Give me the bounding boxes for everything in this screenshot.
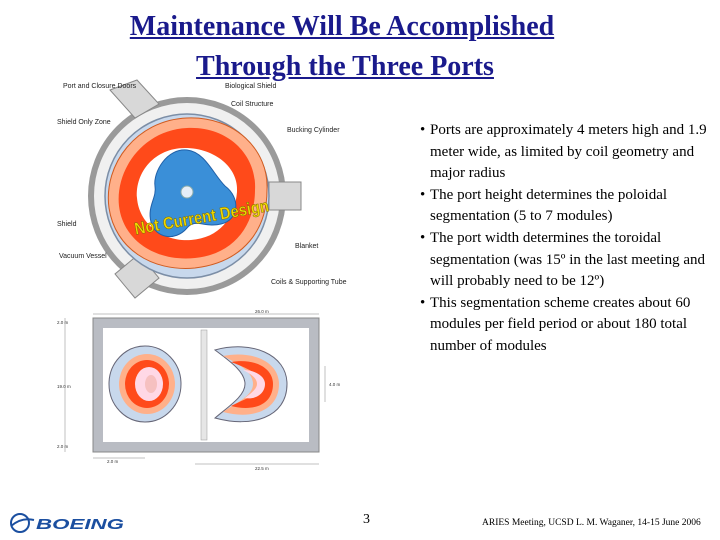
slide-title-line2: Through the Three Ports bbox=[196, 51, 494, 82]
dim-left-top: 2.0 m bbox=[57, 320, 69, 325]
bullet-glyph: • bbox=[420, 122, 426, 138]
boeing-logo bbox=[8, 510, 128, 536]
bullet-item bbox=[418, 293, 714, 358]
label-shield-only: Shield Only Zone bbox=[57, 119, 111, 126]
dim-right-mid: 4.0 m bbox=[329, 382, 341, 387]
boeing-symbol-icon bbox=[11, 514, 34, 532]
label-shield: Shield bbox=[57, 221, 77, 228]
label-coil-structure: Coil Structure bbox=[231, 101, 274, 108]
label-bio-shield: Biological Shield bbox=[225, 83, 277, 90]
elevation-section-diagram bbox=[55, 310, 355, 472]
bullet-text: Ports are approximately 4 meters high and 1.9 meter wide, as limited by coil geometry and major radius bbox=[430, 122, 707, 182]
logo-wordmark: BOEING bbox=[36, 516, 125, 533]
footer-meeting-info: ARIES Meeting, UCSD L. M. Waganer, 14-15 June 2006 bbox=[482, 518, 701, 528]
bullet-glyph: • bbox=[420, 229, 426, 246]
bullet-glyph: • bbox=[420, 186, 426, 203]
bullet-text: The port width determines the toroidal segmentation (was 15º in the last meeting and will probably need to be 12º) bbox=[430, 229, 706, 290]
bullet-item bbox=[418, 228, 714, 293]
dim-left-bot: 2.0 m bbox=[57, 444, 69, 449]
label-vacuum: Vacuum Vessel bbox=[59, 253, 107, 260]
label-port-doors: Port and Closure Doors bbox=[63, 83, 137, 90]
bullet-item bbox=[418, 120, 714, 185]
bullet-list bbox=[418, 120, 714, 358]
dim-left-mid: 19.0 m bbox=[57, 384, 71, 389]
label-coils: Coils & Supporting Tube bbox=[271, 279, 347, 286]
page-number: 3 bbox=[363, 512, 370, 527]
bullet-text: This segmentation scheme creates about 60 modules per field period or about 180 total number of modules bbox=[430, 294, 691, 354]
left-coil-section bbox=[109, 346, 181, 422]
dim-bottom-left: 2.0 m bbox=[107, 459, 119, 464]
top-plan-view-diagram bbox=[55, 78, 347, 310]
dim-top-width: 26.0 m bbox=[255, 310, 269, 314]
label-bucking: Bucking Cylinder bbox=[287, 127, 340, 134]
dim-bottom-width: 22.5 m bbox=[255, 466, 269, 471]
bullet-glyph: • bbox=[420, 294, 426, 311]
not-current-design-stamp: Not Current Design bbox=[133, 192, 290, 239]
bullet-item bbox=[418, 185, 714, 228]
slide-title-line1: Maintenance Will Be Accomplished bbox=[129, 11, 555, 42]
label-blanket: Blanket bbox=[295, 243, 319, 250]
bullet-text: The port height determines the poloidal segmentation (5 to 7 modules) bbox=[430, 186, 668, 225]
center-column bbox=[201, 330, 207, 440]
center-bore bbox=[181, 186, 193, 198]
